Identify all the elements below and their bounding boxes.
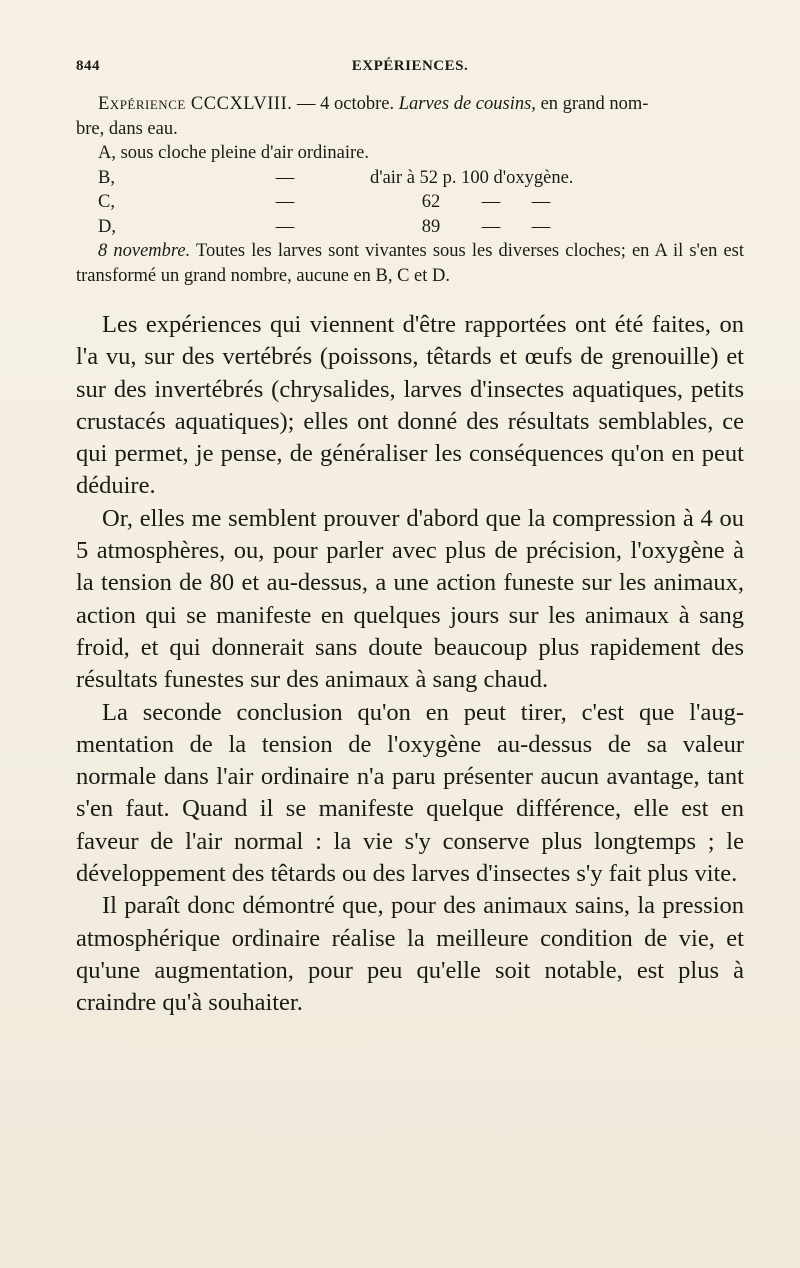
- page-number: 844: [76, 58, 100, 74]
- experiment-heading-line2: bre, dans eau.: [76, 118, 178, 139]
- experiment-heading: [76, 92, 744, 117]
- condition-b-label: B,: [98, 167, 115, 188]
- main-text: [76, 309, 744, 1020]
- condition-d-label: D,: [98, 216, 116, 237]
- paragraph-2: Or, elles me semblent prouver d'abord que la compression à 4 ou 5 atmosphères, ou, pour parler avec plus de précision, l'oxygène à la tension de 80 et au-dessus, a une action funeste sur les animaux, action qui se manifeste en quelques jours sur les animaux à sang froid, et qui donnerait sans doute beaucoup plus rapidement des résultats funestes sur des animaux à sang chaud.: [76, 504, 744, 694]
- condition-row-d: [76, 215, 744, 240]
- condition-c-percent: 62: [421, 192, 441, 212]
- condition-c-dash: —: [275, 192, 295, 212]
- condition-d-ditto-1: —: [481, 216, 501, 237]
- condition-b-value: d'air à 52 p. 100 d'oxygène.: [370, 167, 574, 188]
- condition-d-ditto-2: —: [531, 216, 551, 237]
- condition-c-ditto-2: —: [531, 192, 551, 212]
- experiment-subject: Larves de cousins,: [398, 94, 536, 114]
- experiment-result-note: [76, 239, 744, 288]
- condition-c-ditto-1: —: [481, 192, 501, 212]
- condition-a-text: A, sous cloche pleine d'air ordinaire.: [98, 143, 369, 163]
- condition-row-c: [76, 190, 744, 215]
- experiment-heading-rest: en grand nom-: [540, 94, 649, 114]
- condition-d-dash: —: [275, 216, 295, 237]
- paragraph-3: La seconde conclusion qu'on en peut tirer, c'est que l'augmentation de la tension de l'oxygène au-dessus de sa valeur normale dans l'air ordinaire n'a paru présenter aucun avantage, tant s'en faut. Quand il se manifeste quelque différence, elle est en faveur de l'air normal : la vie s'y conserve plus longtemps ; le développement des têtards ou des larves d'insectes s'y fait plus vite.: [76, 698, 744, 888]
- paragraph-1: Les expériences qui viennent d'être rapportées ont été faites, on l'a vu, sur des vertébrés (poissons, têtards et œufs de grenouille) et sur des invertébrés (chrysalides, larves d'insectes aquatiques, petits crustacés aquatiques); elles ont donné des résultats semblables, ce qui permet, je pense, de généraliser les conséquences qu'on en peut déduire.: [76, 311, 744, 500]
- paragraph-4: Il paraît donc démontré que, pour des animaux sains, la pression atmosphérique ordinaire réalise la meilleure condition de vie, et qu'une augmentation, pour peu qu'elle soit notable, est plus à craindre qu'à souhaiter.: [76, 892, 744, 1017]
- page-header: [76, 58, 744, 82]
- running-title: EXPÉRIENCES.: [351, 58, 469, 74]
- experiment-block: [76, 92, 744, 288]
- condition-d-percent: 89: [421, 216, 441, 237]
- condition-row-a: [76, 141, 744, 166]
- condition-c-label: C,: [98, 192, 115, 212]
- experiment-date: — 4 octobre.: [297, 94, 395, 114]
- experiment-label: Expérience CCCXLVIII.: [98, 94, 293, 114]
- result-date: 8 novembre.: [98, 241, 191, 261]
- condition-row-b: [76, 166, 744, 191]
- result-text: Toutes les larves sont vivantes sous les diverses cloches; en A il s'en est transformé un grand nombre, aucune en B, C et D.: [76, 241, 745, 286]
- condition-b-dash: —: [275, 167, 295, 188]
